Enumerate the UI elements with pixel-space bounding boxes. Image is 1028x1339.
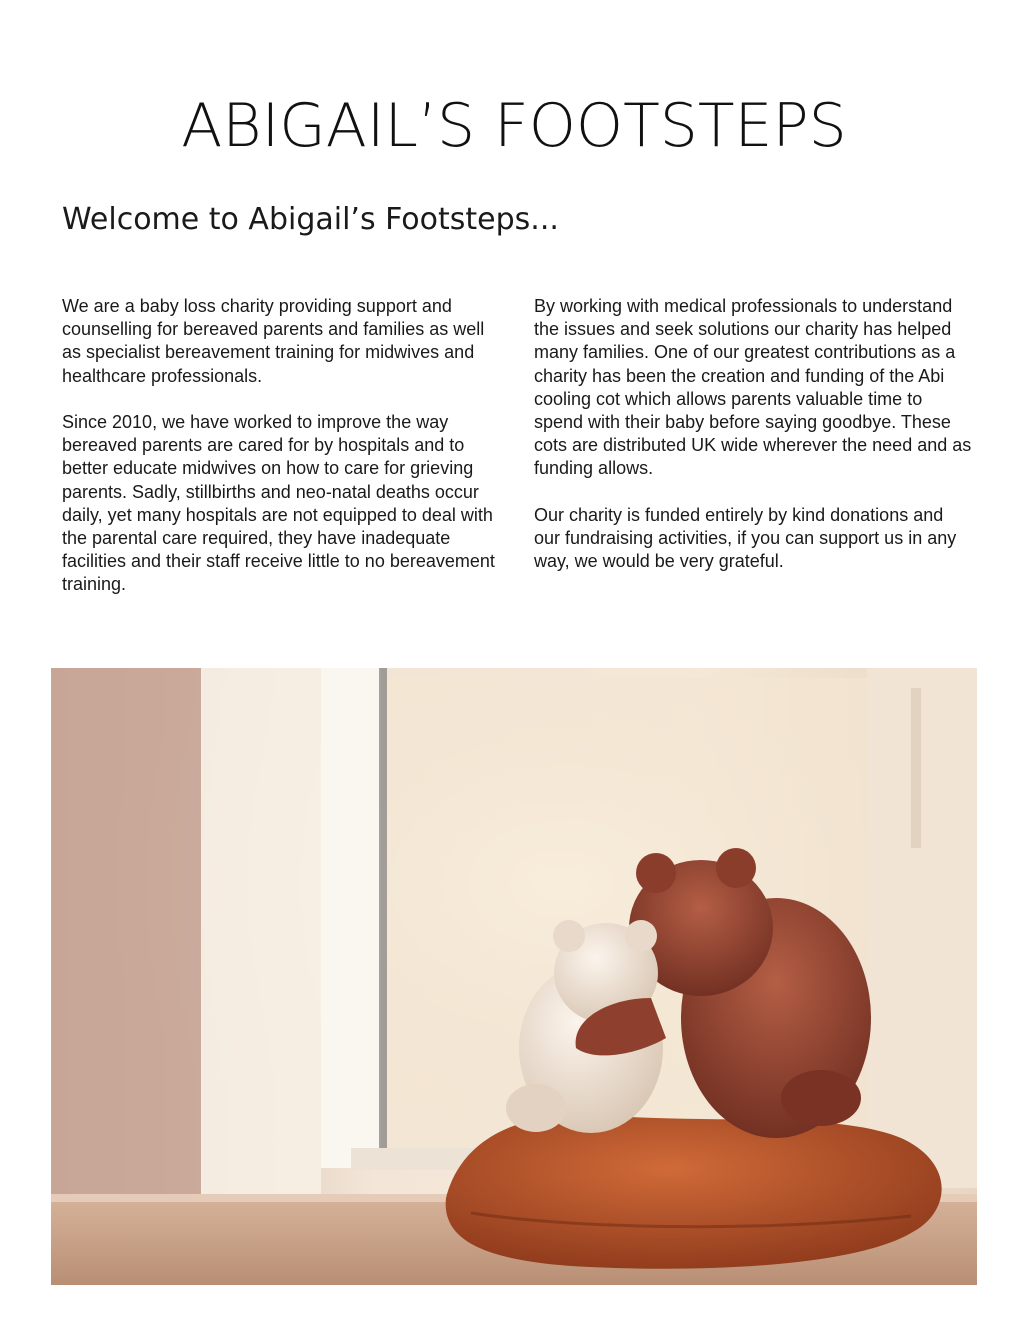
right-column xyxy=(534,295,974,597)
page-title: ABIGAIL’S FOOTSTEPS xyxy=(181,91,847,161)
paragraph-intro: We are a baby loss charity providing support and counselling for bereaved parents and families as well as specialist bereavement training for midwives and healthcare professionals. xyxy=(62,296,485,386)
paragraph-cooling-cot: By working with medical professionals to understand the issues and seek solutions our charity has helped many families. One of our greatest contributions as a charity has been the creation and funding of the Abi cooling cot which allows parents valuable time to spend with their baby before saying goodbye. These cots are distributed UK wide wherever the need and as funding allows. xyxy=(534,296,972,479)
left-column xyxy=(62,295,502,620)
teddy-bears-photo xyxy=(51,668,977,1285)
page-subtitle: Welcome to Abigail’s Footsteps... xyxy=(62,202,559,237)
paragraph-funding: Our charity is funded entirely by kind donations and our fundraising activities, if you can support us in any way, we would be very grateful. xyxy=(534,504,957,572)
paragraph-history: Since 2010, we have worked to improve the way bereaved parents are cared for by hospitals and to better educate midwives on how to care for grieving parents. Sadly, stillbirths and neo-natal deaths occur daily, yet many hospitals are not equipped to deal with the parental care required, they have inadequate facilities and their staff receive little to no bereavement training. xyxy=(62,412,495,595)
